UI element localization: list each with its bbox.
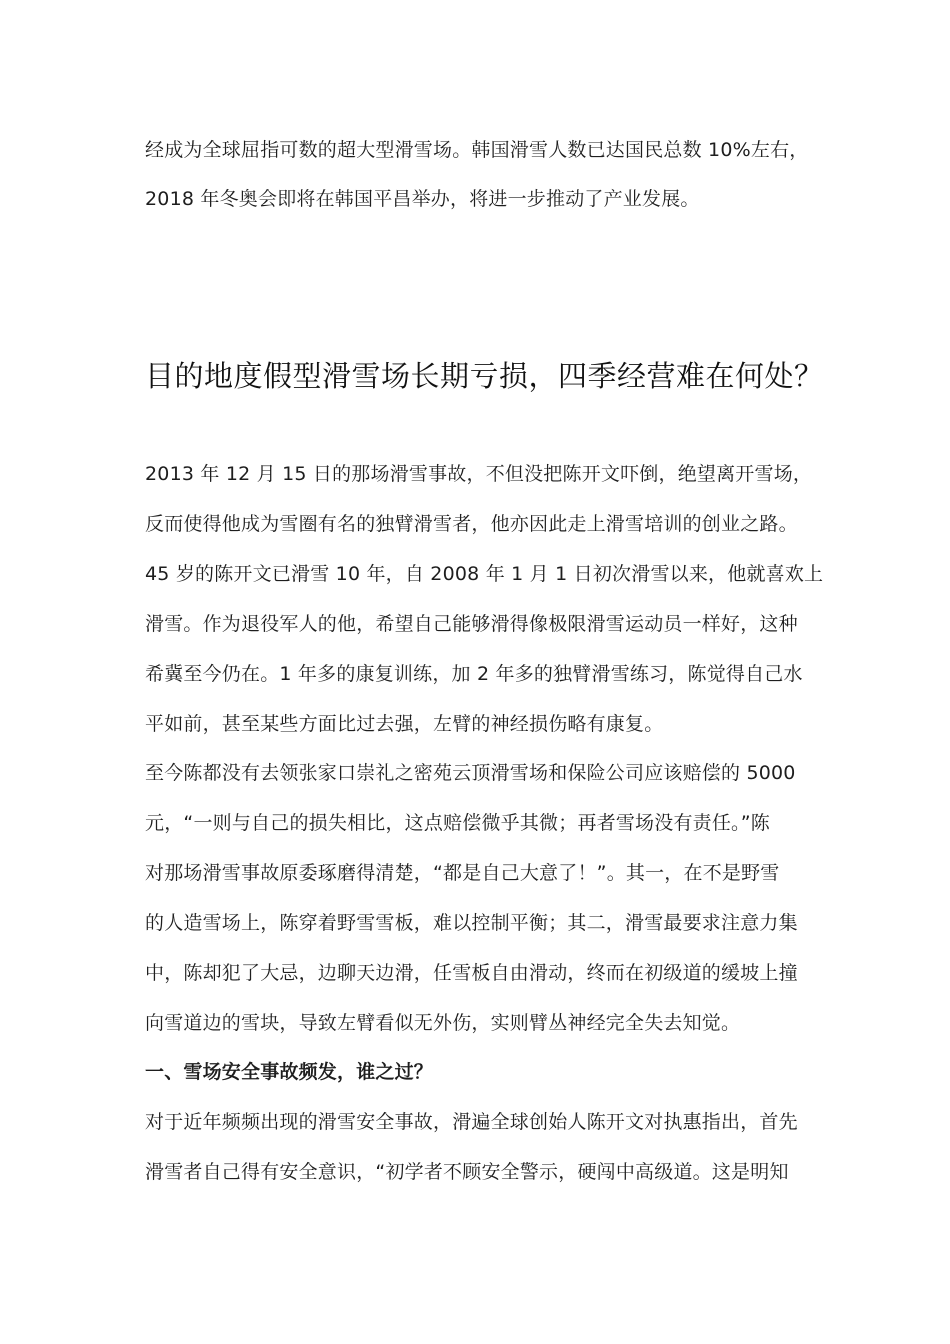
paragraph-3-line-2: 滑雪者自己得有安全意识，“初学者不顾安全警示，硬闯中高级道。这是明知 (145, 1161, 789, 1183)
paragraph-1-line-6: 平如前，甚至某些方面比过去强，左臂的神经损伤略有康复。 (145, 713, 664, 735)
paragraph-1-line-3: 45 岁的陈开文已滑雪 10 年，自 2008 年 1 月 1 日初次滑雪以来，他就喜欢上 (145, 563, 824, 585)
intro-line-1: 经成为全球屈指可数的超大型滑雪场。韩国滑雪人数已达国民总数 10%左右， (145, 139, 809, 161)
paragraph-2-line-3: 对那场滑雪事故原委琢磨得清楚，“都是自己大意了！”。其一，在不是野雪 (145, 862, 780, 884)
paragraph-1-line-5: 希冀至今仍在。1 年多的康复训练，加 2 年多的独臂滑雪练习，陈觉得自己水 (145, 663, 803, 685)
paragraph-2-line-1: 至今陈都没有去领张家口崇礼之密苑云顶滑雪场和保险公司应该赔偿的 5000 (145, 762, 796, 784)
subheading: 一、雪场安全事故频发，谁之过？ (145, 1061, 434, 1083)
paragraph-1-line-4: 滑雪。作为退役军人的他，希望自己能够滑得像极限滑雪运动员一样好，这种 (145, 613, 798, 635)
section-title: 目的地度假型滑雪场长期亏损，四季经营难在何处？ (145, 359, 824, 393)
paragraph-2-line-4: 的人造雪场上，陈穿着野雪雪板，难以控制平衡；其二，滑雪最要求注意力集 (145, 912, 798, 934)
paragraph-3-line-1: 对于近年频频出现的滑雪安全事故，滑遍全球创始人陈开文对执惠指出，首先 (145, 1111, 798, 1133)
paragraph-2-line-5: 中，陈却犯了大忌，边聊天边滑，任雪板自由滑动，终而在初级道的缓坡上撞 (145, 962, 798, 984)
intro-line-2: 2018 年冬奥会即将在韩国平昌举办，将进一步推动了产业发展。 (145, 188, 700, 210)
paragraph-2-line-2: 元，“一则与自己的损失相比，这点赔偿微乎其微；再者雪场没有责任。”陈 (145, 812, 770, 834)
paragraph-1-line-2: 反而使得他成为雪圈有名的独臂滑雪者，他亦因此走上滑雪培训的创业之路。 (145, 513, 798, 535)
paragraph-1-line-1: 2013 年 12 月 15 日的那场滑雪事故，不但没把陈开文吓倒，绝望离开雪场， (145, 463, 813, 485)
paragraph-2-line-6: 向雪道边的雪块，导致左臂看似无外伤，实则臂丛神经完全失去知觉。 (145, 1012, 741, 1034)
